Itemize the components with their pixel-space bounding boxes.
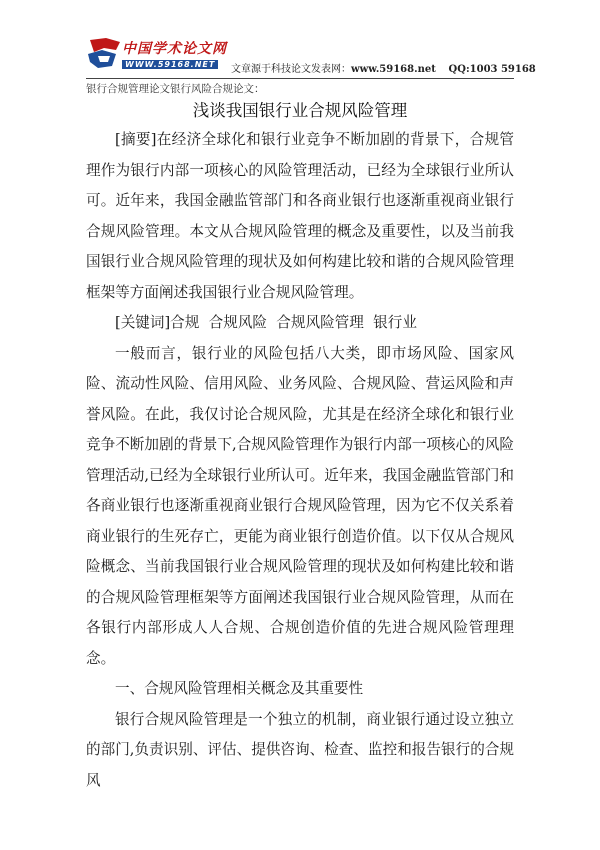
logo-emblem-icon <box>86 36 124 70</box>
qq-contact: QQ:1003 59168 <box>448 64 536 75</box>
keywords-paragraph: [关键词]合规 合规风险 合规风险管理 银行业 <box>115 314 417 331</box>
section-heading: 一、合规风险管理相关概念及其重要性 <box>115 680 364 697</box>
article-body <box>86 125 514 796</box>
category-line: 银行合规管理论文银行风险合规论文： <box>86 83 265 95</box>
source-line <box>231 60 536 75</box>
source-site-link[interactable]: www.59168.net <box>351 64 436 75</box>
page-title: 浅谈我国银行业合规风险管理 <box>192 101 408 120</box>
section-paragraph: 银行合规风险管理是一个独立的机制，商业银行通过设立独立的部门,负责识别、评估、提供咨询、检查、监控和报告银行的合规风 <box>86 710 514 789</box>
logo-name: 中国学术论文网 <box>122 41 227 57</box>
source-label: 文章源于科技论文发表网： <box>231 64 351 75</box>
site-logo[interactable] <box>86 36 228 76</box>
abstract-paragraph: [摘要]在经济全球化和银行业竞争不断加剧的背景下，合规管理作为银行内部一项核心的风险管理活动，已经为全球银行业所认可。近年来，我国金融监管部门和各商业银行也逐渐重视商业银行合规风险管理。本文从合规风险管理的概念及重要性，以及当前我国银行业合规风险管理的现状及如何构建比较和谐的合规风险管理框架等方面阐述我国银行业合规风险管理。 <box>86 131 514 301</box>
header-divider <box>86 78 514 79</box>
logo-url: WWW.59168.NET <box>122 60 218 69</box>
intro-paragraph: 一般而言，银行业的风险包括八大类，即市场风险、国家风险、流动性风险、信用风险、业务风险、合规风险、营运风险和声誉风险。在此，我仅讨论合规风险，尤其是在经济全球化和银行业竞争不断加剧的背景下,合规风险管理作为银行内部一项核心的风险管理活动,已经为全球银行业所认可。近年来，我国金融监管部门和各商业银行也逐渐重视商业银行合规风险管理，因为它不仅关系着商业银行的生死存亡，更能为商业银行创造价值。以下仅从合规风险概念、当前我国银行业合规风险管理的现状及如何构建比较和谐的合规风险管理框架等方面阐述我国银行业合规风险管理，从而在各银行内部形成人人合规、合规创造价值的先进合规风险管理理念。 <box>86 344 514 667</box>
page-header <box>86 30 536 80</box>
